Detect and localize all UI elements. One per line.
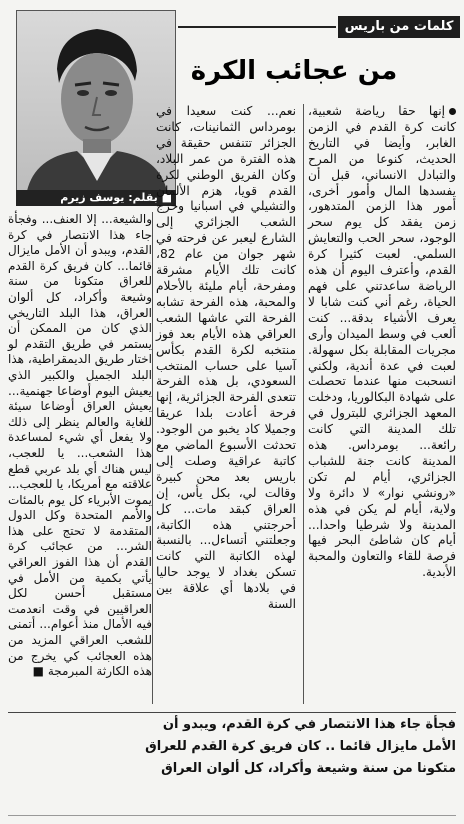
pull-quote-line: الأمل مايزال قائما .. كان فريق كرة القدم للعراق	[145, 739, 456, 754]
author-portrait-image	[17, 11, 175, 191]
column-middle-text: نعم... كنت سعيدا في بومرداس الثمانينات، كانت الجزائر تتنفس حقيقة في هذه الفترة من عمر البلاد، وكان الفريق الوطني لكرة القدم قويا، هزم الألمان والتشيلي في اسبانيا وخرج الشعب الجزائري إلى الشارع ليعبر عن فرحته في شهر جوان من عام 82، كانت تلك الأيام مشرقة ومفرحة، أيام مليئة بالأحلام والمحبة، هذه الفرحة تشابه الفرحة التي عاشها الشعب العراقي هذه الأيام بعد فوز منتخبه لكرة القدم بكأس آسيا على حساب المنتخب السعودي، بل هذه الفرحة تتعدى الفرحة الجزائرية، إنها فرحة أعادت بلدا عريقا وجميلا كاد يخبو من الوجود. تحدثت الأسبوع الماضي مع كاتبة عراقية وصلت إلى باريس بعد محن كبيرة وقالت لي، بكل يأس، إن العراق كبقد مات... كل أحرجتني هذه الكاتبة، وجعلتني أتساءل... بالنسبة لهذه الكاتبة التي كانت تسكن بغداد لا يوجد حاليا في بلادها أي علاقة بين السنة	[156, 104, 296, 612]
column-left	[8, 212, 152, 680]
column-right-text: إنها حقا رياضة شعبية، كانت كرة القدم في الزمن الغابر، وأيضا في التاريخ الحديث، كنوعا من المرح والتبادل الانساني، قبل أن يفسدها المال وأمور أخرى، أمور هذا الزمن المتدهور، زمن يفقد كل يوم سحر الوجود، سحر الحب والتعايش السلمي. لعبت كثيرا كرة القدم، وأعترف اليوم أن هذه الرياضة ساعدتني على فهم الحياة، رغم أني كنت شابا لا يعرف الأشياء بدقة... كنت ألعب في وسط الميدان وأرى مجريات المقابلة بكل سهولة. لعبت في عدة أندية، ولكني انسحبت منها عندما تحصلت على شهادة البكالوريا، ودخلت المعهد الجزائري للبترول في تلك المدينة التي كانت رائعة... بومرداس. هذه المدينة كانت جنة للشباب الجزائري، أيام لم تكن «رونشي نوار» لا دائرة ولا ولاية، أيام لم يكن في هذه المدينة ولا شرطيا واحدا... أيام كان شاطئ البحر فيها فرصة للقاء والتعاون والمحبة الأبدية.	[308, 104, 456, 580]
column-right	[308, 104, 456, 581]
pull-quote-line: فجأة جاء هذا الانتصار في كرة القدم، ويبدو أن	[162, 717, 456, 732]
page-bottom-rule	[8, 815, 456, 816]
author-photo	[16, 10, 176, 192]
pull-quote-line: متكونا من سنة وشيعة وأكراد، كل ألوان العراق	[161, 761, 456, 776]
article-headline: من عجائب الكرة	[190, 56, 398, 86]
column-divider	[303, 104, 304, 704]
author-byline: ■ بقلم: يوسف زيرم	[16, 190, 176, 206]
rubric-rule	[178, 26, 336, 28]
column-middle	[156, 104, 296, 613]
bullet-icon	[449, 108, 456, 115]
pull-quote	[8, 712, 456, 782]
column-divider	[152, 212, 153, 704]
section-rubric: كلمات من باريس	[338, 16, 460, 38]
column-left-text: والشيعة... إلا العنف... وفجأة جاء هذا الانتصار في كرة القدم، ويبدو أن الأمل مايزال قائما... كان فريق كرة القدم للعراق متكونا من سنة وشيعة وأكراد، كل ألوان العراق، هذا البلد التاريخي الذي كان من الممكن أن يستمر في طريق التقدم لو اختار طريق الديمقراطية، هذا البلد الجميل والكبير الذي يعيش اليوم أوضاعا جهنمية... يعيش العراق أوضاعا سيئة للغاية والعالم ينظر إلى ذلك ولا يفعل أي شيء لمساعدة هذا الشعب... يا للعجب، ليس هناك أي بلد عربي قطع علاقته مع أمريكا، يا للعجب... يموت الأبرياء كل يوم بالمئات والأمم المتحدة وكل الدول المتقدمة لا تحتج على هذا الشر... من عجائب كرة القدم أن هذا الفوز العراقي يأتي بكمية من الأمل في مستقبل أحسن لكل العراقيين في وقت انعدمت فيه الأمال منذ أعوام... أتمنى للشعب العراقي المزيد من هذه العجائب كي يخرج من هذه الكارثة المبرمجة ■	[8, 212, 152, 679]
pull-quote-rule-top	[8, 712, 456, 713]
